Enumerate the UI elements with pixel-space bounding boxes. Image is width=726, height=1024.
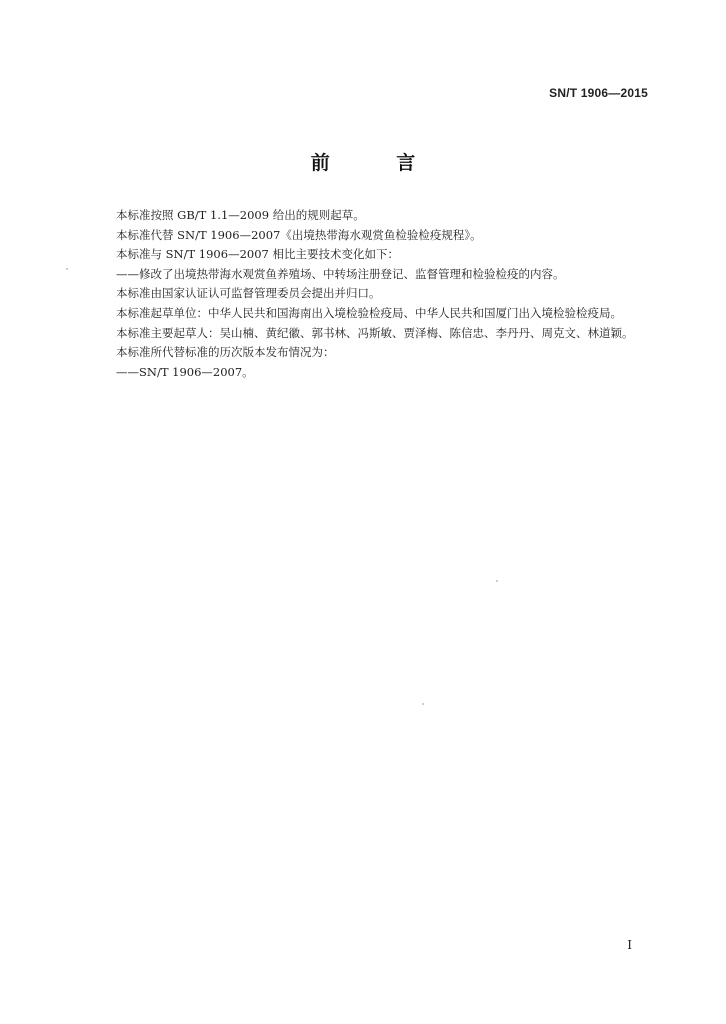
page-title: 前 言 — [310, 152, 446, 174]
scan-speck — [496, 580, 498, 582]
change-list-item: ——修改了出境热带海水观赏鱼养殖场、中转场注册登记、监督管理和检验检疫的内容。 — [116, 266, 565, 281]
document-body — [92, 206, 648, 382]
page-number: I — [627, 938, 632, 952]
body-paragraph: 本标准按照 GB/T 1.1—2009 给出的规则起草。 — [116, 208, 365, 222]
body-paragraph: 本标准代替 SN/T 1906—2007《出境热带海水观赏鱼检验检疫规程》。 — [116, 227, 482, 242]
document-code: SN/T 1906—2015 — [549, 86, 648, 100]
version-list-item: ——SN/T 1906—2007。 — [116, 364, 254, 379]
body-paragraph: 本标准与 SN/T 1906—2007 相比主要技术变化如下： — [116, 247, 399, 262]
body-paragraph: 本标准所代替标准的历次版本发布情况为： — [116, 345, 335, 360]
body-paragraph: 本标准由国家认证认可监督管理委员会提出并归口。 — [116, 286, 381, 301]
body-paragraph: 本标准起草单位：中华人民共和国海南出入境检验检疫局、中华人民共和国厦门出入境检验检疫局。 — [116, 305, 622, 320]
scan-speck — [422, 703, 424, 705]
body-paragraph: 本标准主要起草人：吴山楠、黄纪徽、郭书林、冯斯敏、贾泽梅、陈信忠、李丹丹、周克文、林道颖。 — [116, 325, 634, 340]
scan-speck — [66, 268, 68, 270]
